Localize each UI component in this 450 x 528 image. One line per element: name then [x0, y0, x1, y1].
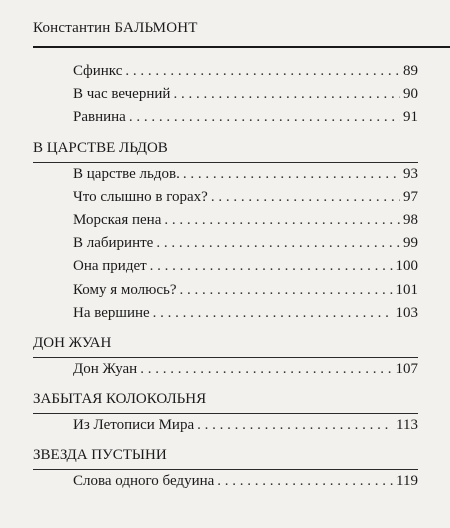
dot-leader: [156, 232, 400, 255]
entry-page: 93: [403, 165, 418, 182]
toc-entry: [73, 83, 418, 106]
entry-title: Кому я молюсь?: [73, 281, 177, 298]
entry-title: Что слышно в горах?: [73, 188, 208, 205]
entry-page: 89: [403, 63, 418, 79]
entry-title: Дон Жуан: [73, 360, 138, 377]
toc-section: [33, 139, 418, 325]
running-head: Константин БАЛЬМОНТ: [33, 20, 198, 36]
dot-leader: [183, 163, 400, 186]
entry-title: Равнина: [73, 109, 126, 126]
dot-leader: [150, 255, 393, 278]
entry-title: Сфинкс: [73, 63, 123, 79]
toc-entry: [73, 414, 418, 437]
entry-page: 107: [395, 360, 418, 377]
dot-leader: [125, 60, 400, 83]
toc-section: [33, 334, 418, 381]
entry-page: 91: [403, 109, 418, 126]
entry-title: Из Летописи Мира: [73, 417, 195, 434]
entry-title: Морская пена: [73, 211, 162, 228]
entry-title: В царстве льдов.: [73, 165, 180, 182]
dot-leader: [211, 186, 400, 209]
entry-title: В лабиринте: [73, 235, 154, 252]
entry-title: В час вечерний: [73, 86, 171, 103]
entry-page: 98: [403, 211, 418, 228]
toc-entry: [73, 60, 418, 83]
toc-entry: [73, 186, 418, 209]
table-of-contents: [33, 60, 418, 493]
section-heading: ЗАБЫТАЯ КОЛОКОЛЬНЯ: [33, 390, 418, 414]
toc-entry: [73, 163, 418, 186]
section-heading: В ЦАРСТВЕ ЛЬДОВ: [33, 139, 418, 163]
entry-page: 119: [396, 473, 418, 490]
toc-entry: [73, 302, 418, 325]
dot-leader: [173, 83, 400, 106]
toc-entry: [73, 358, 418, 381]
dot-leader: [164, 209, 400, 232]
dot-leader: [180, 279, 393, 302]
entry-page: 113: [396, 417, 418, 434]
dot-leader: [217, 470, 393, 493]
entry-page: 100: [395, 258, 418, 275]
initial-entries: [33, 60, 418, 130]
section-heading: ЗВЕЗДА ПУСТЫНИ: [33, 446, 418, 470]
entry-title: Она придет: [73, 258, 147, 275]
entry-title: На вершине: [73, 304, 150, 321]
entry-page: 101: [395, 281, 418, 298]
toc-entry: [73, 279, 418, 302]
toc-entry: [73, 209, 418, 232]
entry-page: 97: [403, 188, 418, 205]
dot-leader: [129, 106, 400, 129]
toc-entry: [73, 106, 418, 129]
entry-page: 103: [395, 304, 418, 321]
entry-title: Слова одного бедуина: [73, 473, 215, 490]
toc-entry: [73, 255, 418, 278]
dot-leader: [140, 358, 392, 381]
toc-section: [33, 446, 418, 493]
dot-leader: [197, 414, 393, 437]
entry-page: 99: [403, 235, 418, 252]
dot-leader: [153, 302, 393, 325]
toc-section: [33, 390, 418, 437]
entry-page: 90: [403, 86, 418, 103]
toc-entry: [73, 470, 418, 493]
header-rule: [33, 46, 450, 48]
toc-entry: [73, 232, 418, 255]
section-heading: ДОН ЖУАН: [33, 334, 418, 358]
